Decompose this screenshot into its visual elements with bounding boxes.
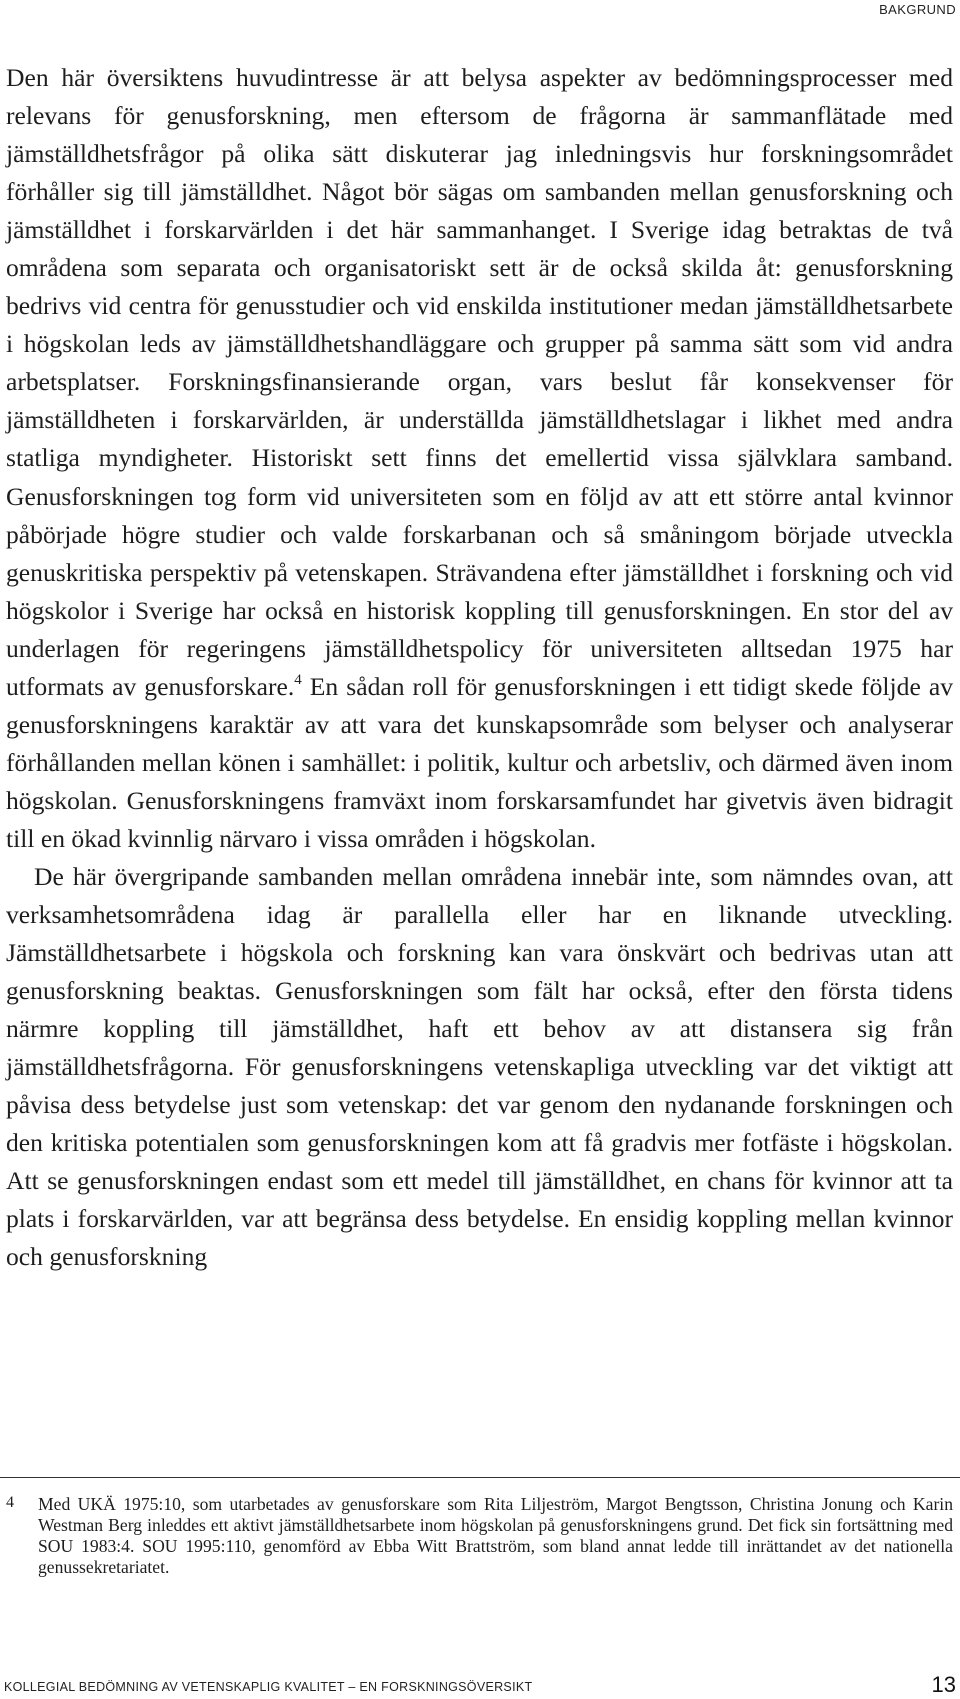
running-footer: KOLLEGIAL BEDÖMNING AV VETENSKAPLIG KVALITET – EN FORSKNINGSÖVERSIKT [4, 1680, 533, 1694]
footnote-divider [0, 1477, 960, 1478]
footnote [6, 1494, 953, 1578]
page-number: 13 [931, 1672, 956, 1697]
footnote-text: Med UKÄ 1975:10, som utarbetades av genusforskare som Rita Liljeström, Margot Bengtsson, Christina Jonung och Karin Westman Berg inleddes ett aktivt jämställdhetsarbete inom högskolan på genusforskningens grund. Det fick sin fortsättning med SOU 1983:4. SOU 1995:110, genomförd av Ebba Witt Brattström, som bland annat ledde till inrättandet av det nationella genussekretariatet. [38, 1494, 953, 1577]
running-header: BAKGRUND [879, 2, 956, 17]
paragraph-text: Den här översiktens huvudintresse är att belysa aspekter av bedömningsprocesser med relevans för genusforskning, men eftersom de frågorna är sammanflätade med jämställdhetsfrågor på olika sätt diskuterar jag inledningsvis hur forskningsområdet förhåller sig till jämställdhet. Något bör sägas om sambanden mellan genusforskning och jämställdhet i forskarvärlden i det här sammanhanget. I Sverige idag betraktas de två områdena som separata och organisatoriskt sett är de också skilda åt: genusforskning bedrivs vid centra för genusstudier och vid enskilda institutioner medan jämställdhetsarbete i högskolan leds av jämställdhetshandläggare och grupper på samma sätt som vid andra arbetsplatser. Forskningsfinansierande organ, vars beslut får konsekvenser för jämställdheten i forskarvärlden, är underställda jämställdhetslagar i likhet med andra statliga myndigheter. Historiskt sett finns det emellertid vissa självklara samband. Genusforskningen tog form vid universiteten som en följd av att ett större antal kvinnor påbörjade högre studier och valde forskarbanan och så småningom började utveckla genuskritiska perspektiv på vetenskapen. Strävandena efter jämställdhet i forskning och vid högskolor i Sverige har också en historisk koppling till genusforskningen. En stor del av underlagen för regeringens jämställdhetspolicy för universiteten alltsedan 1975 har utformats av genusforskare. [6, 63, 953, 701]
footnote-reference[interactable]: 4 [294, 671, 302, 688]
footnote-number: 4 [6, 1494, 14, 1511]
paragraph-text: En sådan roll för genusforskningen i ett tidigt skede följde av genusforskningens karaktär av att vara det kunskapsområde som belyser och analyserar förhållanden mellan könen i samhället: i politik, kultur och arbetsliv, och därmed även inom högskolan. Genusforskningens framväxt inom forskarsamfundet har givetvis även bidragit till en ökad kvinnlig närvaro i vissa områden i högskolan. [6, 671, 953, 853]
paragraph [6, 59, 953, 858]
paragraph: De här övergripande sambanden mellan områdena innebär inte, som nämndes ovan, att verksamhetsområdena idag är parallella eller har en liknande utveckling. Jämställdhetsarbete i högskola och forskning kan vara önskvärt och bedrivas utan att genusforskning beaktas. Genusforskningen som fält har också, efter den första tidens närmre koppling till jämställdhet, haft ett behov av att distansera sig från jämställdhetsfrågorna. För genusforskningens vetenskapliga utveckling var det viktigt att påvisa dess betydelse just som vetenskap: det var genom den nydanande forskningen och den kritiska potentialen som genusforskningen kom att få gradvis mer fotfäste i högskolan. Att se genusforskningen endast som ett medel till jämställdhet, en chans för kvinnor att ta plats i forskarvärlden, var att begränsa dess betydelse. En ensidig koppling mellan kvinnor och genusforskning [6, 861, 953, 1272]
body-text [6, 59, 953, 1277]
